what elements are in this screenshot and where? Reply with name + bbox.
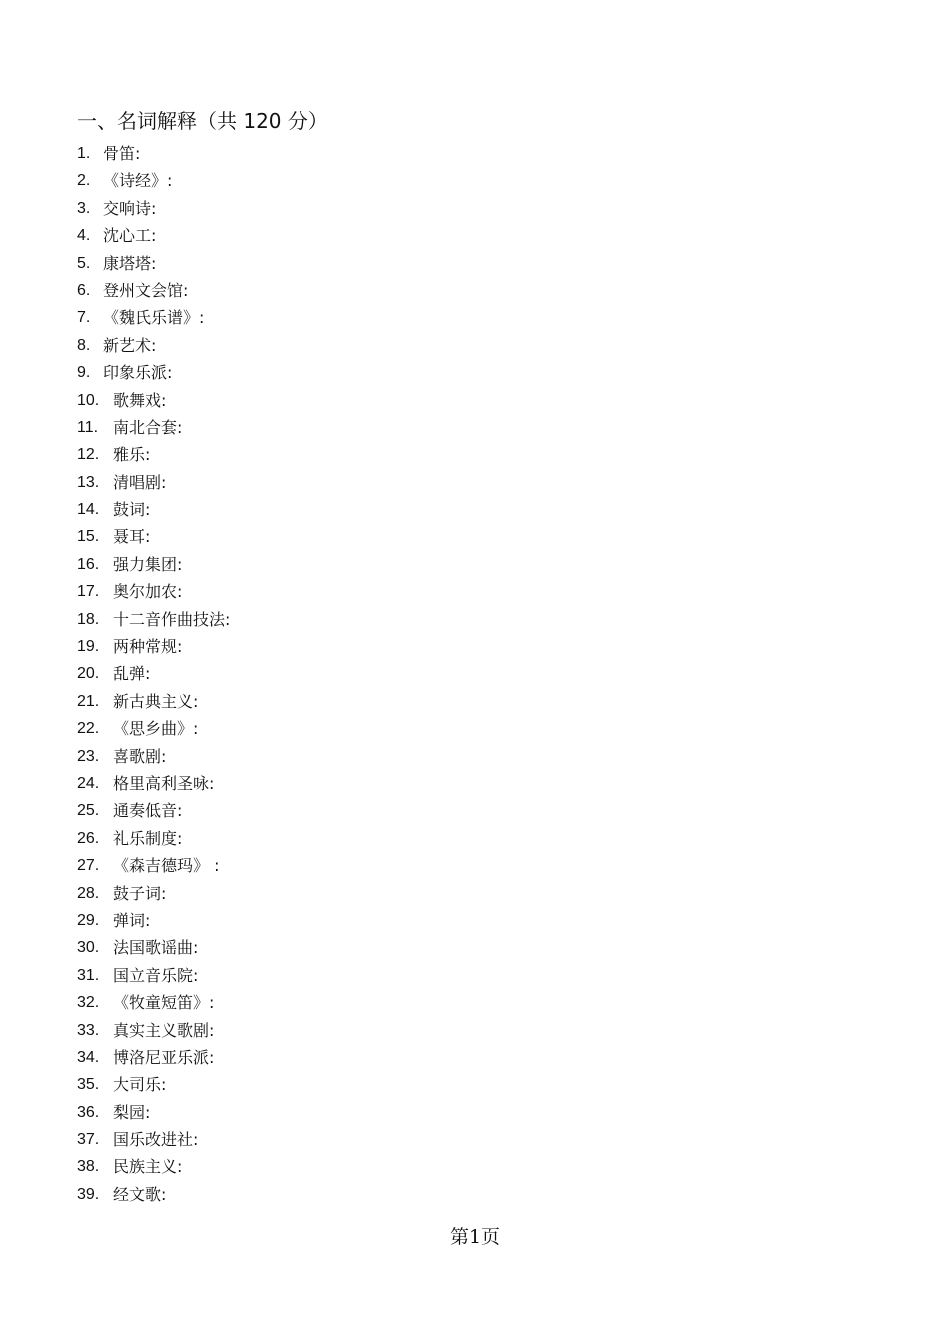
item-term: 骨笛: bbox=[103, 144, 141, 163]
item-number: 7. bbox=[77, 309, 91, 327]
item-term: 康塔塔: bbox=[103, 253, 157, 273]
item-term: 登州文会馆: bbox=[103, 280, 189, 300]
list-item bbox=[77, 387, 230, 414]
list-item bbox=[77, 469, 230, 496]
list-item bbox=[77, 797, 230, 824]
list-item bbox=[77, 715, 230, 742]
list-item bbox=[77, 880, 230, 907]
item-number: 14. bbox=[77, 501, 100, 519]
list-item bbox=[77, 167, 230, 194]
item-number: 3. bbox=[77, 199, 91, 217]
item-number: 16. bbox=[77, 555, 100, 573]
item-number: 12. bbox=[77, 446, 100, 464]
item-term: 大司乐: bbox=[113, 1075, 167, 1095]
list-item bbox=[77, 578, 230, 605]
list-item bbox=[77, 962, 230, 989]
item-term: 喜歌剧: bbox=[113, 746, 167, 766]
item-term: 交响诗: bbox=[103, 198, 157, 218]
item-term: 《思乡曲》: bbox=[113, 719, 199, 739]
item-term: 乱弹: bbox=[113, 664, 151, 684]
item-number: 11. bbox=[77, 418, 99, 436]
item-term: 格里高利圣咏: bbox=[113, 773, 215, 793]
item-number: 27. bbox=[77, 857, 100, 875]
item-number: 31. bbox=[77, 966, 100, 984]
list-item bbox=[77, 1044, 230, 1071]
item-term: 强力集团: bbox=[113, 554, 183, 574]
item-number: 20. bbox=[77, 665, 100, 683]
list-item bbox=[77, 934, 230, 961]
item-number: 8. bbox=[77, 336, 91, 354]
item-number: 34. bbox=[77, 1048, 100, 1066]
list-item bbox=[77, 140, 230, 167]
section-title: 一、名词解释（共 120 分） bbox=[77, 109, 328, 133]
item-term: 国立音乐院: bbox=[113, 965, 199, 985]
item-number: 33. bbox=[77, 1021, 100, 1039]
item-number: 1. bbox=[77, 145, 91, 162]
item-number: 32. bbox=[77, 994, 100, 1012]
item-number: 23. bbox=[77, 747, 100, 765]
item-number: 39. bbox=[77, 1185, 100, 1203]
list-item bbox=[77, 1126, 230, 1153]
item-number: 38. bbox=[77, 1158, 100, 1176]
list-item bbox=[77, 770, 230, 797]
item-number: 26. bbox=[77, 829, 100, 847]
item-number: 25. bbox=[77, 802, 100, 820]
list-item bbox=[77, 304, 230, 331]
item-number: 30. bbox=[77, 939, 100, 957]
term-list bbox=[77, 140, 230, 1208]
item-term: 印象乐派: bbox=[103, 363, 173, 383]
item-term: 《牧童短笛》: bbox=[113, 993, 215, 1013]
item-number: 6. bbox=[77, 281, 91, 299]
list-item bbox=[77, 907, 230, 934]
item-term: 真实主义歌剧: bbox=[113, 1020, 215, 1040]
list-item bbox=[77, 660, 230, 687]
item-number: 36. bbox=[77, 1103, 100, 1121]
list-item bbox=[77, 277, 230, 304]
list-item bbox=[77, 743, 230, 770]
item-term: 鼓词: bbox=[113, 500, 151, 520]
list-item bbox=[77, 1017, 230, 1044]
list-item bbox=[77, 1099, 230, 1126]
item-number: 4. bbox=[77, 227, 91, 245]
item-term: 弹词: bbox=[113, 910, 151, 930]
list-item bbox=[77, 852, 230, 879]
list-item bbox=[77, 496, 230, 523]
item-number: 21. bbox=[77, 692, 100, 710]
item-term: 法国歌谣曲: bbox=[113, 938, 199, 958]
item-term: 南北合套: bbox=[113, 417, 183, 437]
list-item bbox=[77, 222, 230, 249]
list-item bbox=[77, 195, 230, 222]
list-item bbox=[77, 441, 230, 468]
list-item bbox=[77, 633, 230, 660]
item-number: 13. bbox=[77, 473, 100, 491]
list-item bbox=[77, 1071, 230, 1098]
item-term: 国乐改进社: bbox=[113, 1130, 199, 1150]
item-number: 18. bbox=[77, 610, 100, 628]
item-number: 22. bbox=[77, 720, 100, 738]
item-number: 29. bbox=[77, 911, 100, 929]
item-number: 9. bbox=[77, 364, 91, 382]
item-term: 沈心工: bbox=[103, 226, 157, 246]
item-number: 28. bbox=[77, 884, 100, 902]
item-term: 经文歌: bbox=[113, 1184, 167, 1204]
list-item bbox=[77, 250, 230, 277]
item-term: 《魏氏乐谱》: bbox=[103, 308, 205, 328]
item-term: 民族主义: bbox=[113, 1157, 183, 1177]
list-item bbox=[77, 1153, 230, 1180]
item-number: 5. bbox=[77, 254, 91, 272]
list-item bbox=[77, 359, 230, 386]
item-term: 礼乐制度: bbox=[113, 828, 183, 848]
item-term: 十二音作曲技法: bbox=[113, 609, 231, 629]
list-item bbox=[77, 523, 230, 550]
list-item bbox=[77, 606, 230, 633]
item-number: 19. bbox=[77, 638, 100, 656]
list-item bbox=[77, 688, 230, 715]
item-number: 35. bbox=[77, 1076, 100, 1094]
item-number: 2. bbox=[77, 172, 91, 190]
item-number: 10. bbox=[77, 391, 100, 409]
item-number: 37. bbox=[77, 1131, 100, 1149]
list-item bbox=[77, 989, 230, 1016]
list-item bbox=[77, 414, 230, 441]
item-term: 聂耳: bbox=[113, 527, 151, 547]
item-term: 两种常规: bbox=[113, 637, 183, 657]
list-item bbox=[77, 332, 230, 359]
item-number: 15. bbox=[77, 528, 100, 546]
item-term: 歌舞戏: bbox=[113, 390, 167, 410]
list-item bbox=[77, 825, 230, 852]
item-term: 《森吉德玛》 : bbox=[113, 856, 220, 876]
item-term: 清唱剧: bbox=[113, 472, 167, 492]
item-term: 通奏低音: bbox=[113, 801, 183, 821]
item-term: 梨园: bbox=[113, 1102, 151, 1122]
item-term: 新艺术: bbox=[103, 335, 157, 355]
item-term: 雅乐: bbox=[113, 445, 151, 465]
page-number: 第1页 bbox=[449, 1226, 501, 1248]
item-number: 24. bbox=[77, 774, 100, 792]
item-number: 17. bbox=[77, 583, 100, 601]
item-term: 鼓子词: bbox=[113, 883, 167, 903]
list-item bbox=[77, 551, 230, 578]
item-term: 《诗经》: bbox=[103, 171, 173, 191]
item-term: 博洛尼亚乐派: bbox=[113, 1047, 215, 1067]
list-item bbox=[77, 1181, 230, 1208]
item-term: 奥尔加农: bbox=[113, 582, 183, 602]
item-term: 新古典主义: bbox=[113, 691, 199, 711]
